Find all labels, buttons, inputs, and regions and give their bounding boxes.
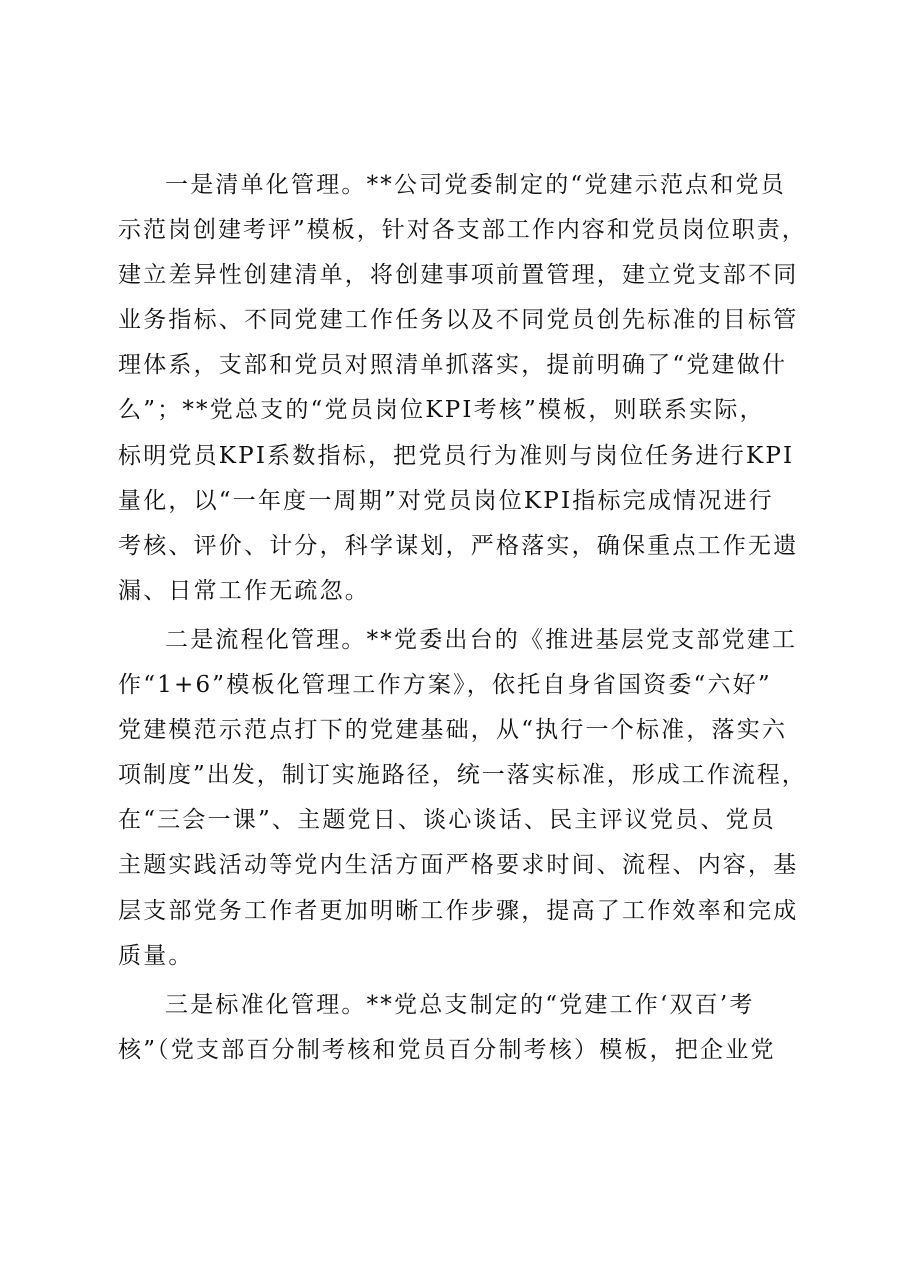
document-body [118,163,808,1073]
text-line: 标明党员KPI系数指标，把党员行为准则与岗位任务进行KPI [118,442,795,469]
text-line: 考核、评价、计分，科学谋划，严格落实，确保重点工作无遗 [118,532,799,559]
paragraph-standardized-management [118,983,808,1073]
text-line: 建立差异性创建清单，将创建事项前置管理，建立党支部不同 [118,262,799,289]
text-line: 三是标准化管理。**党总支制定的“党建工作‘双百’考 [165,991,755,1018]
text-line: 示范岗创建考评”模板，针对各支部工作内容和党员岗位职责， [118,217,807,244]
text-line: 党建模范示范点打下的党建基础，从“执行一个标准，落实六 [118,717,788,744]
text-line: 业务指标、不同党建工作任务以及不同党员创先标准的目标管 [118,307,799,334]
text-line: 核”（党支部百分制考核和党员百分制考核）模板，把企业党 [118,1036,776,1063]
text-line: 在“三会一课”、主题党日、谈心谈话、民主评议党员、党员 [118,807,776,834]
text-line: 么”；**党总支的“党员岗位KPI考核”模板，则联系实际， [118,397,765,424]
text-line: 层支部党务工作者更加明晰工作步骤，提高了工作效率和完成 [118,897,799,924]
text-line: 作“1+6”模板化管理工作方案》，依托自身省国资委“六好” [118,672,772,699]
text-line: 量化，以“一年度一周期”对党员岗位KPI指标完成情况进行 [118,487,774,514]
paragraph-checklist-management [118,163,808,614]
text-line: 一是清单化管理。**公司党委制定的“党建示范点和党员 [165,172,786,198]
paragraph-process-management [118,618,808,979]
text-line: 二是流程化管理。**党委出台的《推进基层党支部党建工 [165,626,798,653]
text-line: 理体系，支部和党员对照清单抓落实，提前明确了“党建做什 [118,352,788,379]
text-line: 主题实践活动等党内生活方面严格要求时间、流程、内容，基 [118,852,799,879]
text-line: 质量。 [118,942,194,969]
text-line: 漏、日常工作无疏忽。 [118,577,370,604]
text-line: 项制度”出发，制订实施路径，统一落实标准，形成工作流程， [118,762,807,789]
